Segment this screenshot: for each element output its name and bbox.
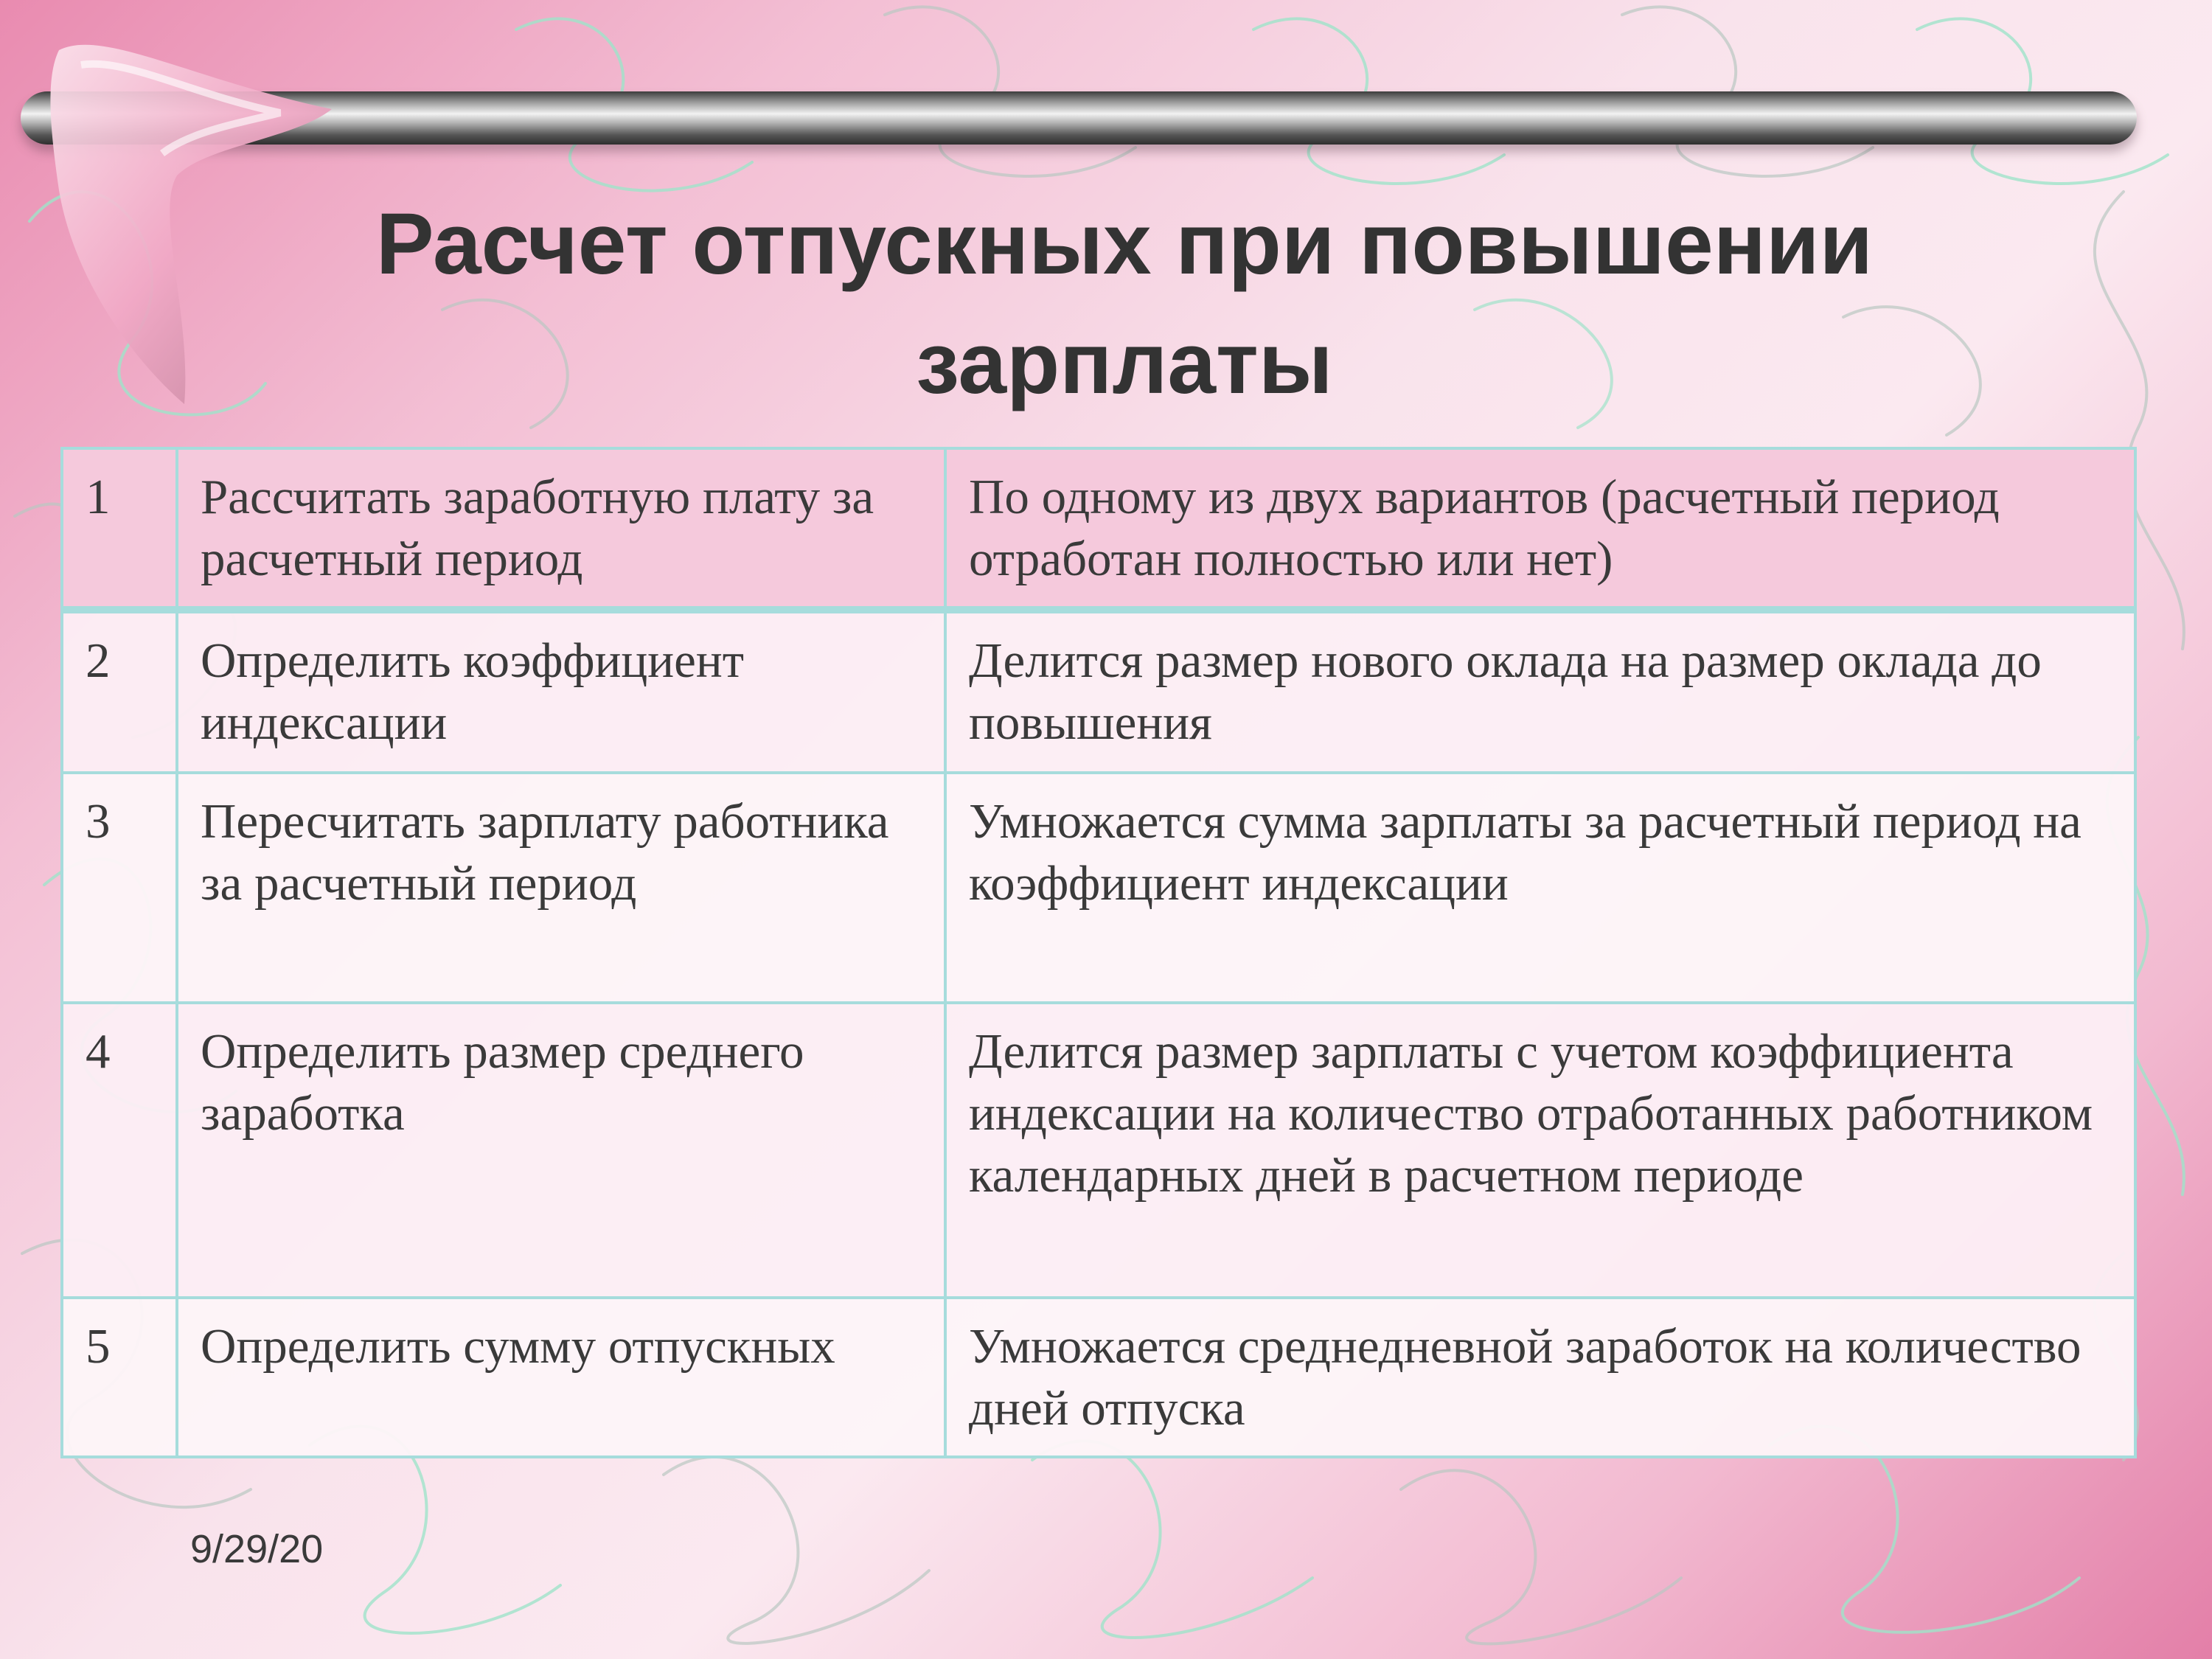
step-action: Определить сумму отпускных xyxy=(177,1298,945,1457)
step-description: Умножается среднедневной заработок на количество дней отпуска xyxy=(945,1298,2135,1457)
step-number: 4 xyxy=(62,1003,177,1298)
table-row xyxy=(62,773,2135,1003)
step-action: Рассчитать заработную плату за расчетный период xyxy=(177,448,945,610)
step-description: По одному из двух вариантов (расчетный период отработан полностью или нет) xyxy=(945,448,2135,610)
vacation-pay-steps-table xyxy=(60,447,2137,1458)
table-row xyxy=(62,1003,2135,1298)
slide-date: 9/29/20 xyxy=(190,1527,324,1571)
step-number: 2 xyxy=(62,610,177,773)
step-number: 5 xyxy=(62,1298,177,1457)
step-action: Определить коэффициент индексации xyxy=(177,610,945,773)
step-number: 1 xyxy=(62,448,177,610)
table-row xyxy=(62,1298,2135,1457)
step-action: Пересчитать зарплату работника за расчетный период xyxy=(177,773,945,1003)
table-row xyxy=(62,610,2135,773)
slide-title: Расчет отпускных при повышении зарплаты xyxy=(375,195,1874,412)
step-description: Делится размер нового оклада на размер оклада до повышения xyxy=(945,610,2135,773)
step-action: Определить размер среднего заработка xyxy=(177,1003,945,1298)
table-row xyxy=(62,448,2135,610)
step-number: 3 xyxy=(62,773,177,1003)
step-description: Делится размер зарплаты с учетом коэффициента индексации на количество отработанных работником календарных дней в расчетном периоде xyxy=(945,1003,2135,1298)
step-description: Умножается сумма зарплаты за расчетный период на коэффициент индексации xyxy=(945,773,2135,1003)
